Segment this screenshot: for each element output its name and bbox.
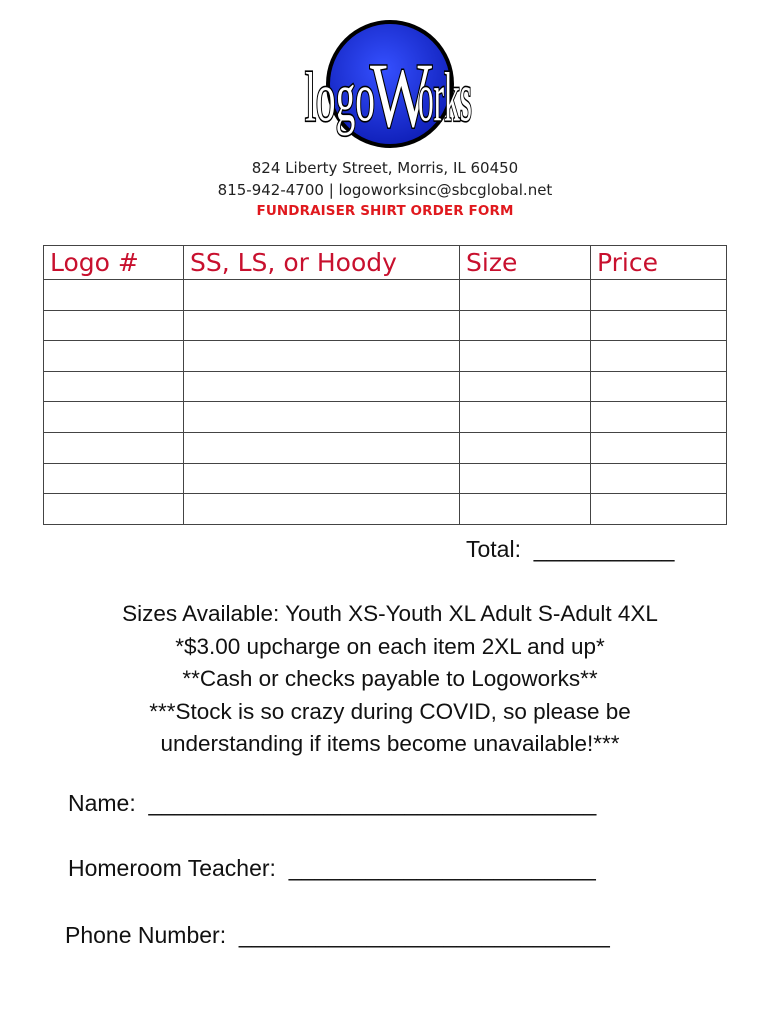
cell-style[interactable]: [184, 432, 460, 463]
svg-text:orks: orks: [418, 59, 472, 137]
note-upcharge: *$3.00 upcharge on each item 2XL and up*: [175, 633, 605, 659]
cell-size[interactable]: [460, 310, 591, 341]
table-row: [44, 310, 727, 341]
name-label: Name:: [68, 790, 136, 816]
column-header-style: SS, LS, or Hoody: [184, 246, 460, 280]
name-blank[interactable]: ___________________________________: [148, 790, 597, 816]
form-title: FUNDRAISER SHIRT ORDER FORM: [256, 203, 514, 219]
cell-price[interactable]: [591, 402, 727, 433]
cell-style[interactable]: [184, 494, 460, 525]
phone-blank[interactable]: _____________________________: [238, 922, 610, 948]
table-row: [44, 432, 727, 463]
cell-price[interactable]: [591, 371, 727, 402]
svg-text:logo: logo: [305, 59, 375, 137]
teacher-field: [68, 855, 596, 882]
column-header-price: Price: [591, 246, 727, 280]
teacher-blank[interactable]: ________________________: [288, 855, 596, 881]
cell-size[interactable]: [460, 494, 591, 525]
cell-logo[interactable]: [44, 341, 184, 372]
company-address: 824 Liberty Street, Morris, IL 60450: [251, 159, 519, 177]
order-notes: [40, 598, 740, 761]
svg-text:W: W: [370, 44, 433, 146]
cell-size[interactable]: [460, 432, 591, 463]
order-table: [43, 245, 727, 525]
teacher-label: Homeroom Teacher:: [68, 855, 276, 881]
logoworks-logo: [300, 18, 476, 150]
cell-price[interactable]: [591, 494, 727, 525]
cell-logo[interactable]: [44, 494, 184, 525]
table-row: [44, 371, 727, 402]
cell-style[interactable]: [184, 341, 460, 372]
table-row: [44, 341, 727, 372]
note-stock-2: understanding if items become unavailable!***: [160, 731, 620, 756]
cell-style[interactable]: [184, 371, 460, 402]
cell-price[interactable]: [591, 280, 727, 311]
table-row: [44, 280, 727, 311]
column-header-logo: Logo #: [44, 246, 184, 280]
cell-price[interactable]: [591, 310, 727, 341]
cell-style[interactable]: [184, 280, 460, 311]
cell-style[interactable]: [184, 463, 460, 494]
cell-price[interactable]: [591, 432, 727, 463]
cell-logo[interactable]: [44, 371, 184, 402]
cell-size[interactable]: [460, 371, 591, 402]
phone-label: Phone Number:: [65, 922, 227, 948]
cell-style[interactable]: [184, 402, 460, 433]
cell-logo[interactable]: [44, 310, 184, 341]
cell-logo[interactable]: [44, 463, 184, 494]
table-row: [44, 463, 727, 494]
cell-price[interactable]: [591, 463, 727, 494]
note-sizes: Sizes Available: Youth XS-Youth XL Adult S-Adult 4XL: [122, 601, 658, 626]
cell-size[interactable]: [460, 402, 591, 433]
cell-price[interactable]: [591, 341, 727, 372]
name-field: [68, 790, 596, 817]
total-line: [466, 536, 674, 563]
cell-logo[interactable]: [44, 280, 184, 311]
column-header-size: Size: [460, 246, 591, 280]
cell-size[interactable]: [460, 280, 591, 311]
company-contact: 815-942-4700 | logoworksinc@sbcglobal.net: [217, 181, 553, 199]
cell-size[interactable]: [460, 341, 591, 372]
cell-logo[interactable]: [44, 402, 184, 433]
phone-field: [65, 922, 610, 949]
cell-style[interactable]: [184, 310, 460, 341]
table-row: [44, 402, 727, 433]
order-table-header: [44, 246, 727, 280]
note-payment: **Cash or checks payable to Logoworks**: [182, 666, 598, 691]
cell-size[interactable]: [460, 463, 591, 494]
total-blank[interactable]: ___________: [533, 536, 675, 562]
total-label: Total:: [466, 536, 521, 562]
table-row: [44, 494, 727, 525]
cell-logo[interactable]: [44, 432, 184, 463]
note-stock-1: ***Stock is so crazy during COVID, so please be: [149, 698, 631, 724]
